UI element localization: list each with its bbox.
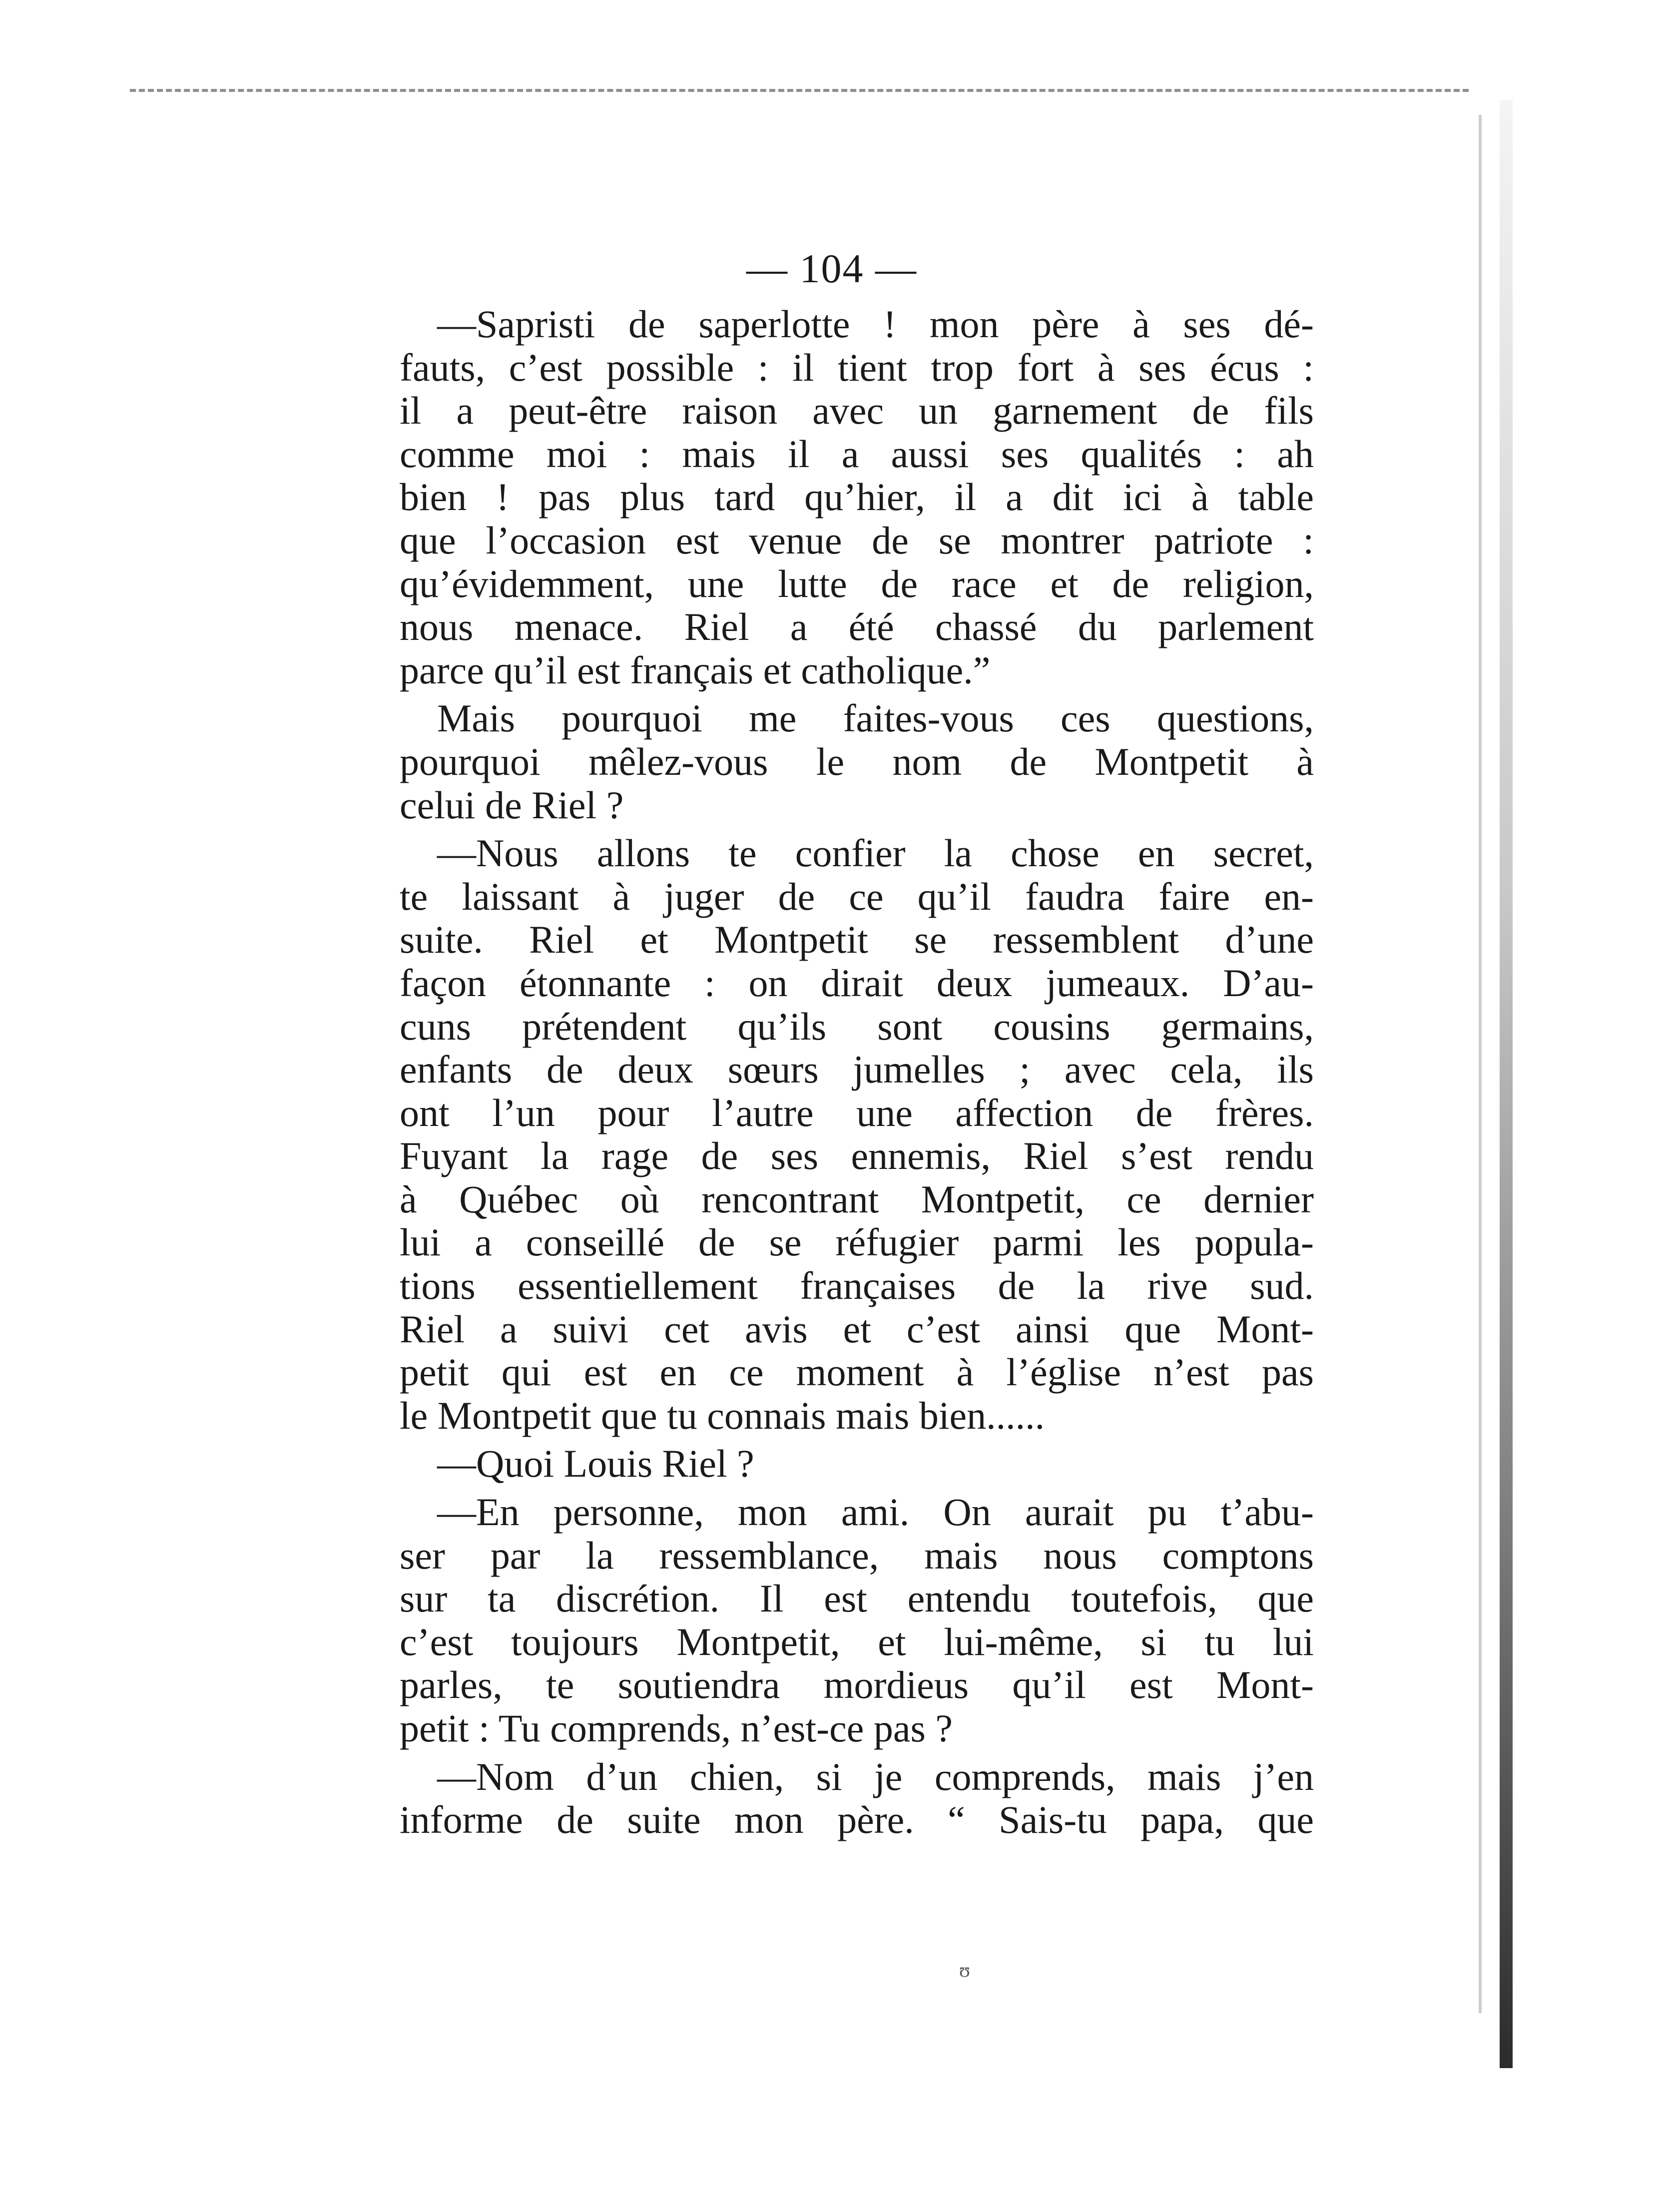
paragraph (400, 1442, 1314, 1486)
text-line: parce qu’il est français et catholique.” (400, 648, 991, 692)
text-line: comme moi : mais il a aussi ses qualités : ah (400, 432, 1314, 476)
text-line: il a peut-être raison avec un garnement de fils (400, 389, 1314, 433)
text-line: ser par la ressemblance, mais nous comptons (400, 1533, 1314, 1577)
text-line: tions essentiellement françaises de la rive sud. (400, 1264, 1314, 1308)
text-line: parles, te soutiendra mordieus qu’il est Mont- (400, 1663, 1314, 1707)
text-line: —Nom d’un chien, si je comprends, mais j’en (437, 1754, 1314, 1798)
paragraph (400, 1755, 1314, 1842)
text-line: —Quoi Louis Riel ? (437, 1442, 754, 1486)
text-line: informe de suite mon père. “ Sais-tu papa, que (400, 1798, 1314, 1842)
text-line: ont l’un pour l’autre une affection de frères. (400, 1091, 1314, 1134)
text-line: que l’occasion est venue de se montrer patriote : (400, 518, 1314, 562)
sheet-mark: ʊ (959, 1959, 970, 1981)
text-line: lui a conseillé de se réfugier parmi les popula- (400, 1220, 1314, 1264)
text-line: c’est toujours Montpetit, et lui-même, si tu lui (400, 1620, 1314, 1663)
paragraph (400, 303, 1314, 692)
text-line: enfants de deux sœurs jumelles ; avec cela, ils (400, 1048, 1314, 1092)
text-line: suite. Riel et Montpetit se ressemblent d’une (400, 918, 1314, 962)
text-line: celui de Riel ? (400, 783, 624, 827)
text-line: nous menace. Riel a été chassé du parlement (400, 605, 1314, 649)
text-line: cuns prétendent qu’ils sont cousins germains, (400, 1004, 1314, 1048)
text-line: qu’évidemment, une lutte de race et de religion, (400, 561, 1314, 605)
paragraph (400, 1491, 1314, 1750)
paragraph (400, 697, 1314, 827)
paragraph (400, 832, 1314, 1437)
text-line: —Sapristi de saperlotte ! mon père à ses dé- (437, 302, 1314, 346)
text-line: petit qui est en ce moment à l’église n’est pas (400, 1350, 1314, 1394)
scan-binding-line (1479, 115, 1482, 2013)
text-line: façon étonnante : on dirait deux jumeaux. D’au- (400, 961, 1314, 1005)
text-line: bien ! pas plus tard qu’hier, il a dit ici à table (400, 475, 1314, 519)
page-number: — 104 — (746, 246, 917, 291)
body-text (400, 303, 1314, 1842)
scan-top-border (130, 89, 1469, 92)
text-line: à Québec où rencontrant Montpetit, ce dernier (400, 1177, 1314, 1221)
text-line: —Nous allons te confier la chose en secret, (437, 831, 1314, 875)
text-line: te laissant à juger de ce qu’il faudra faire en- (400, 874, 1314, 918)
text-line: sur ta discrétion. Il est entendu toutefois, que (400, 1577, 1314, 1621)
text-line: Mais pourquoi me faites-vous ces questions, (437, 696, 1314, 740)
text-line: fauts, c’est possible : il tient trop fort à ses écus : (400, 345, 1314, 389)
scan-right-edge (1500, 100, 1513, 2068)
text-line: —En personne, mon ami. On aurait pu t’abu- (437, 1490, 1314, 1534)
text-line: petit : Tu comprends, n’est-ce pas ? (400, 1706, 953, 1750)
text-line: le Montpetit que tu connais mais bien...... (400, 1393, 1045, 1437)
text-line: Fuyant la rage de ses ennemis, Riel s’est rendu (400, 1134, 1314, 1178)
text-line: Riel a suivi cet avis et c’est ainsi que Mont- (400, 1307, 1314, 1351)
text-line: pourquoi mêlez-vous le nom de Montpetit à (400, 739, 1314, 783)
